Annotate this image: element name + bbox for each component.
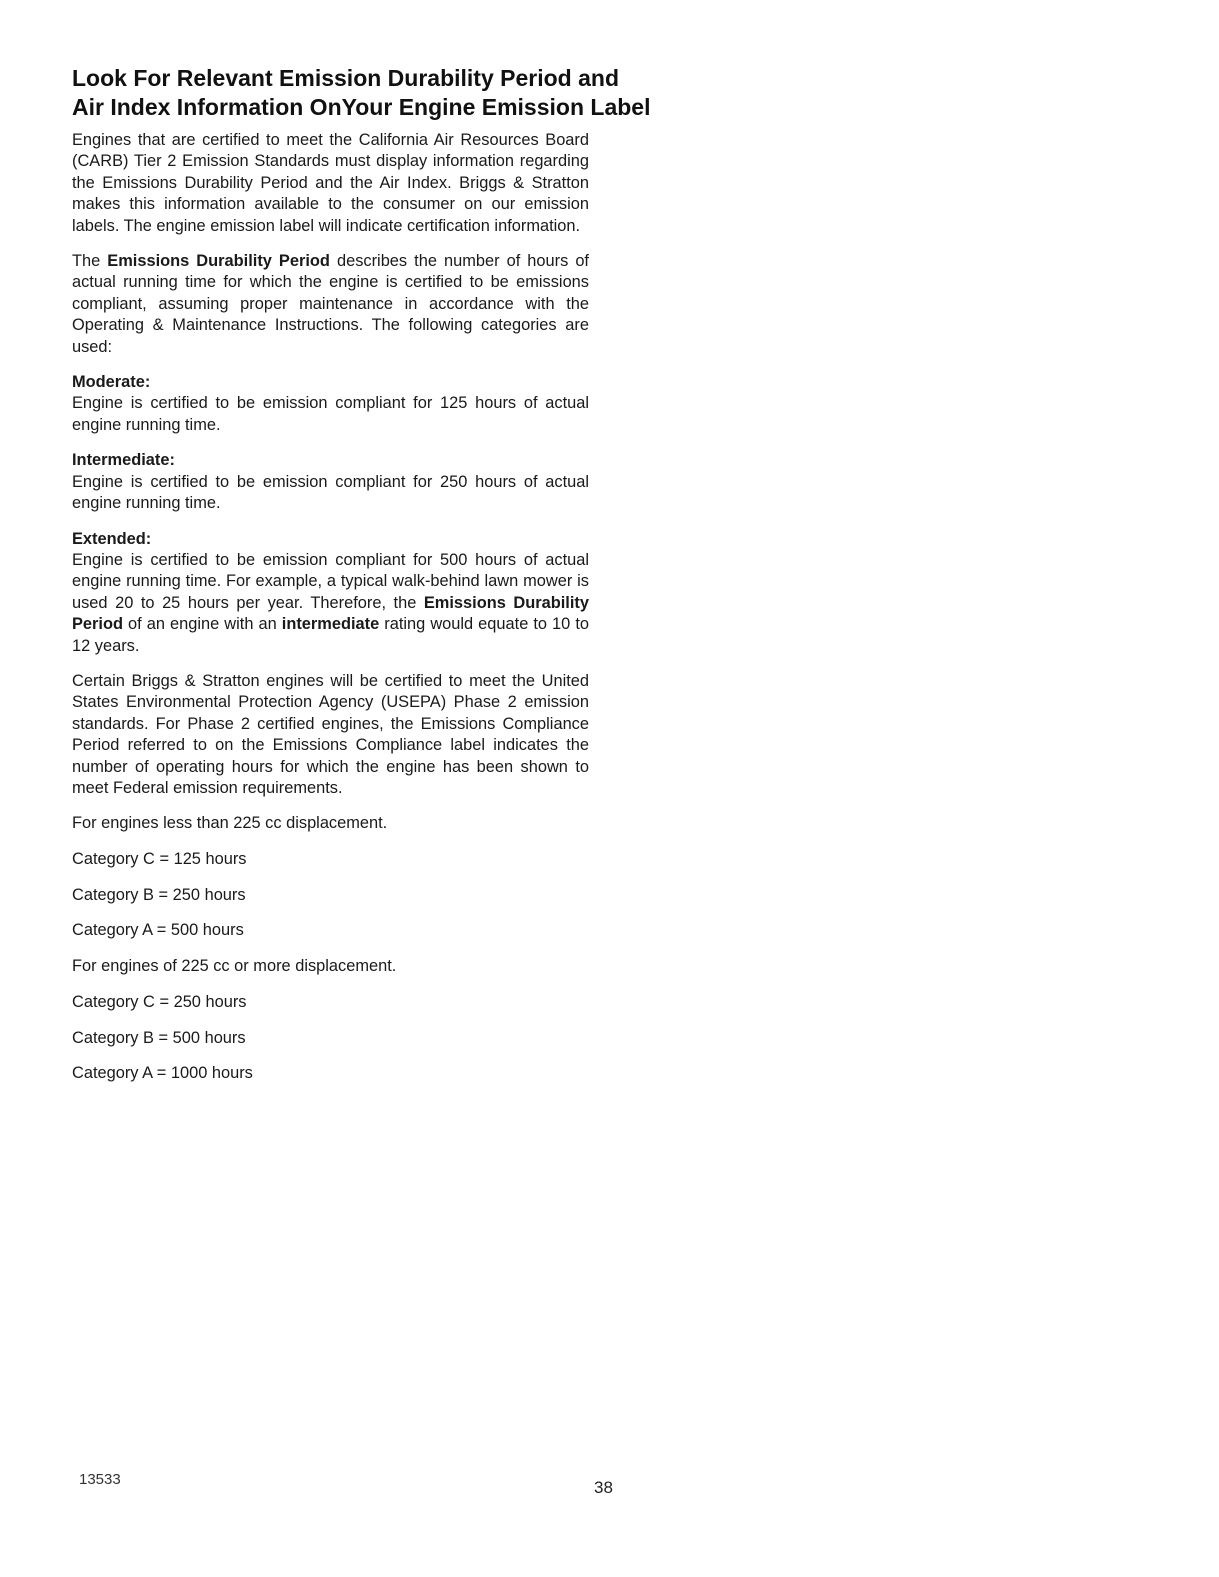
small-category-b: Category B = 250 hours [72, 885, 246, 904]
page-title [72, 64, 712, 122]
moderate-section [72, 372, 589, 436]
large-category-c: Category C = 250 hours [72, 992, 247, 1011]
intermediate-label: Intermediate: [72, 451, 175, 470]
extended-bold-2: intermediate [281, 615, 380, 634]
small-engines-intro: For engines less than 225 cc displacement. [72, 814, 388, 833]
edp-term: Emissions Durability Period [107, 252, 330, 271]
title-line-2: Air Index Information OnYour Engine Emission Label [72, 94, 651, 120]
usepa-paragraph: Certain Briggs & Stratton engines will be certified to meet the United States Environmental Protection Agency (USEPA) Phase 2 emission standards. For Phase 2 certified engines, the Emissions Compliance Period referred to on the Emissions Compliance label indicates the number of operating hours for which the engine has been shown to meet Federal emission requirements. [72, 671, 589, 797]
intro-paragraph: Engines that are certified to meet the California Air Resources Board (CARB) Tier 2 Emission Standards must display information regarding the Emissions Durability Period and the Air Index. Briggs & Stratton makes this information available to the consumer on our emission labels. The engine emission label will indicate certification information. [72, 131, 589, 235]
title-line-1: Look For Relevant Emission Durability Period and [72, 65, 619, 91]
intermediate-text: Engine is certified to be emission compliant for 250 hours of actual engine running time. [72, 472, 589, 513]
moderate-label: Moderate: [72, 373, 151, 392]
small-category-c: Category C = 125 hours [72, 850, 247, 869]
edp-paragraph [72, 251, 589, 358]
edp-rest: describes the number of hours of actual running time for which the engine is certified to be emissions compliant, assuming proper maintenance in accordance with the Operating & Maintenance Instructions. The following categories are used: [72, 252, 589, 356]
extended-text-2: of an engine with an [123, 615, 282, 634]
small-category-a: Category A = 500 hours [72, 921, 244, 940]
large-engines-intro: For engines of 225 cc or more displacement. [72, 957, 397, 976]
extended-text-1: Engine is certified to be emission compliant for 500 hours of actual engine running time. For example, a typical walk-behind lawn mower is used 20 to 25 hours per year. Therefore, the [72, 550, 589, 612]
extended-section [72, 529, 589, 657]
document-code: 13533 [79, 1471, 121, 1488]
edp-lead: The [72, 252, 108, 271]
extended-label: Extended: [72, 529, 152, 548]
extended-text-3: rating would equate to 10 to 12 years. [72, 615, 590, 655]
large-category-a: Category A = 1000 hours [72, 1064, 253, 1083]
moderate-text: Engine is certified to be emission compliant for 125 hours of actual engine running time. [72, 394, 589, 434]
page-number: 38 [594, 1478, 613, 1497]
large-category-b: Category B = 500 hours [72, 1028, 246, 1047]
extended-text [72, 550, 589, 657]
extended-bold-1: Emissions Durability Period [72, 593, 589, 634]
intermediate-section [72, 450, 589, 514]
document-page [72, 64, 651, 1099]
